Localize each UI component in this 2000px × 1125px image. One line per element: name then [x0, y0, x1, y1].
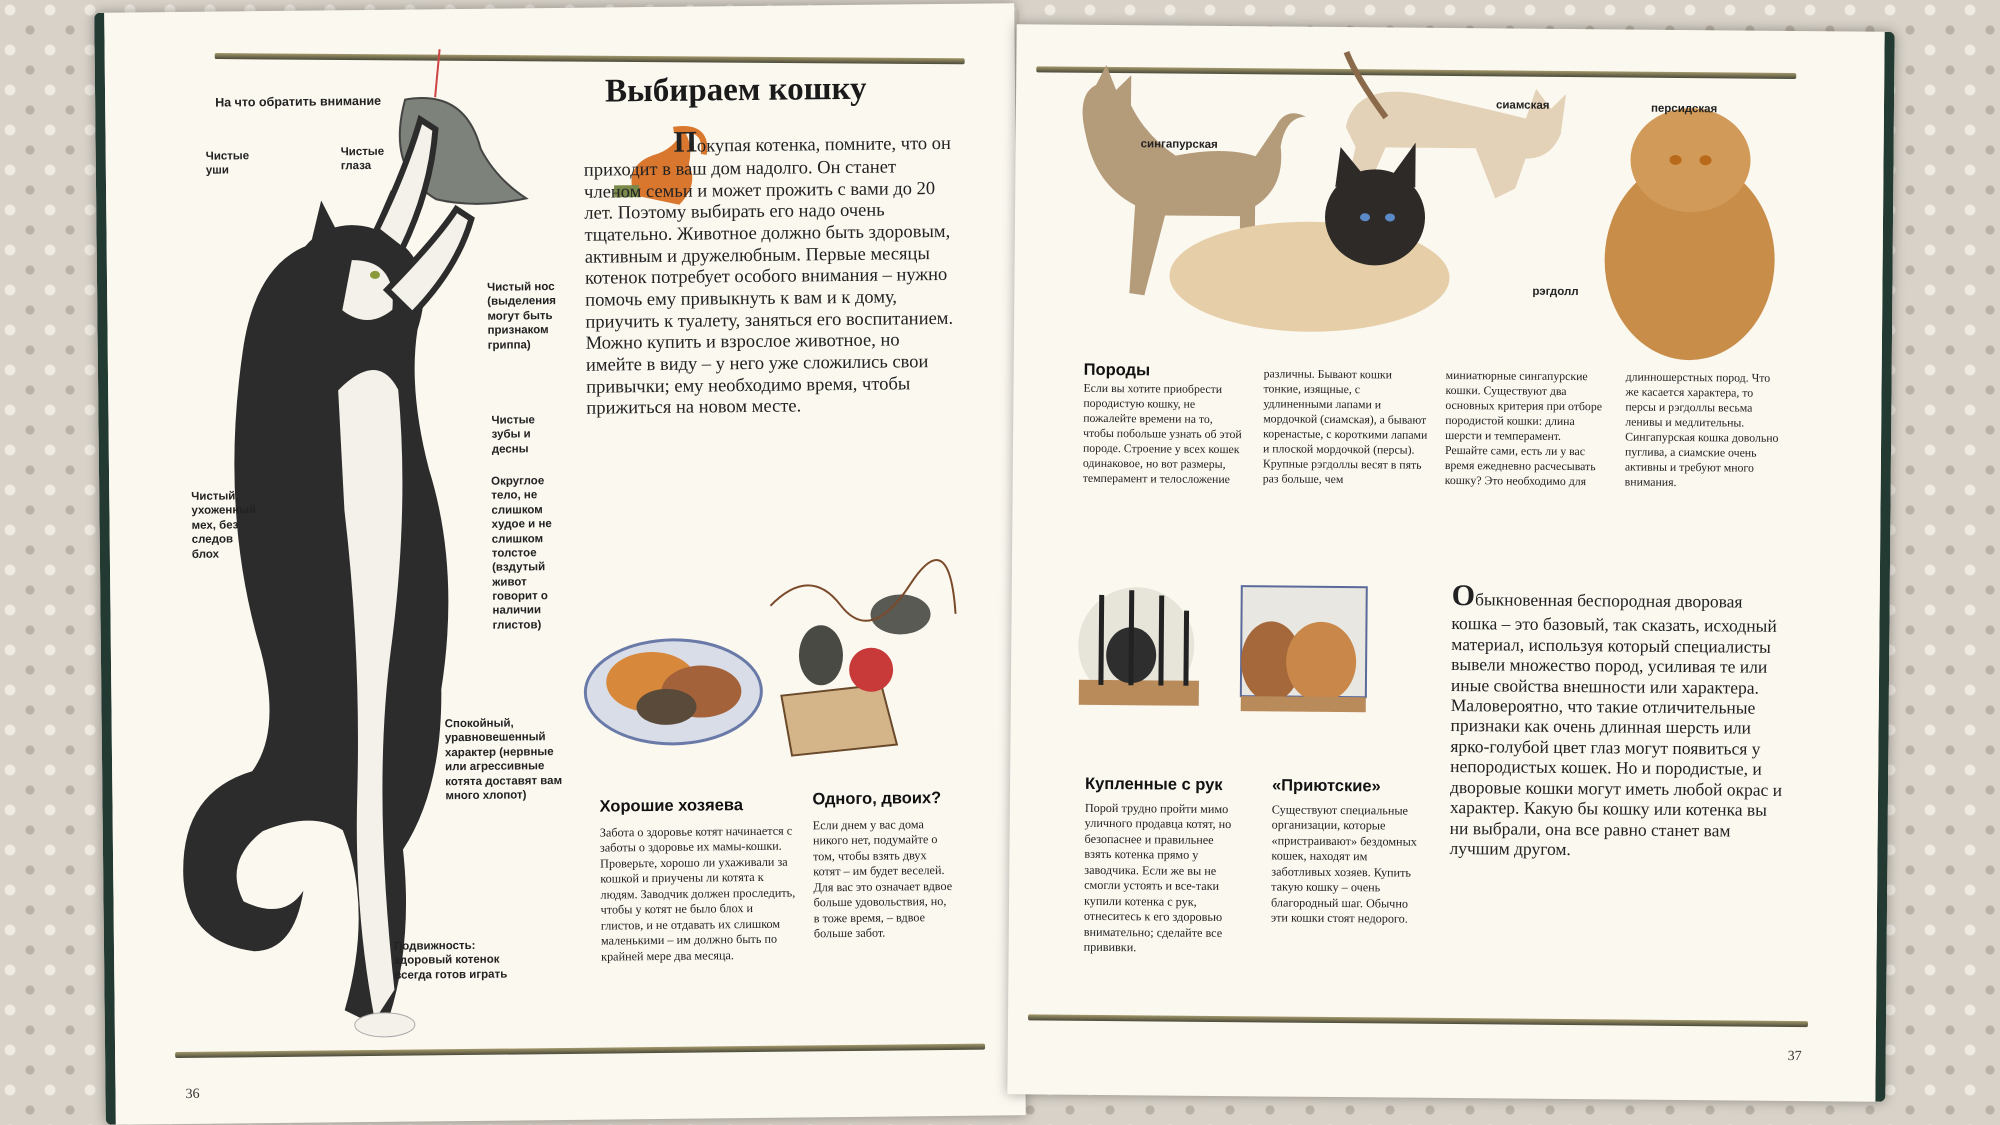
breeds-col-2: различны. Бывают кошки тонкие, изящные, с удлиненными лапами и мордочкой (сиамская), а бывают коренастые, с короткими лапами и плоской мордочкой (персы). Крупные рэгдоллы весят в пять раз больше, чем	[1262, 366, 1428, 486]
shelter-cats-illustration	[1221, 566, 1372, 727]
breeds-heading: Породы	[1083, 360, 1151, 380]
one-or-two-heading: Одного, двоих?	[812, 789, 942, 809]
label-fur: Чистый, ухоженный мех, без следов блох	[191, 490, 257, 561]
label-temper: Спокойный, уравновешенный характер (нервные или агрессивные котята доставят вам много хлопот)	[444, 717, 563, 803]
label-siamese: сиамская	[1495, 99, 1550, 112]
breeds-col-4: длинношерстных пород. Что же касается характера, то персы и рэгдоллы весьма ленивы и медлительны. Сингапурская кошка довольно пуглива, а сиамские очень активны и требуют много внимания.	[1624, 369, 1779, 489]
attention-heading: На что обратить внимание	[215, 93, 382, 110]
bought-text: Порой трудно пройти мимо уличного продавца котят, но безопаснее и правильнее взять котенка прямо у заводчика. Если же вы не смогли устоять и все-таки купили котенка с рук, отнеситесь к его здоровью внимательно; сделайте все прививки.	[1083, 800, 1232, 955]
cat-breeds-illustration	[1054, 35, 1837, 372]
bottom-rule-right	[1028, 1014, 1808, 1027]
label-singapura: сингапурская	[1140, 138, 1218, 151]
breeds-col-1: Если вы хотите приобрести породистую кошку, не пожалейте времени на то, чтобы побольше узнать об этой породе. Строение у всех кошек одинаковое, но вот размеры, темперамент и телосложение	[1082, 380, 1242, 486]
label-eyes: Чистые глаза	[340, 145, 385, 173]
top-rule-left	[215, 53, 965, 64]
street-cat-illustration	[1061, 585, 1212, 721]
bought-heading: Купленные с рук	[1084, 774, 1223, 795]
label-body: Округлое тело, не слишком худое и не слишком толстое (вздутый живот говорит о наличии глистов)	[491, 475, 552, 632]
kittens-playing-illustration	[770, 544, 962, 756]
label-persian: персидская	[1650, 102, 1718, 116]
mongrel-text: Обыкновенная беспородная дворовая кошка – это базовый, так сказать, исходный материал, используя который специалисты вывели множество пород, усиливая те или иные свойства внешности или характера. Маловероятно, что такие отличительные признаки как очень длинная шерсть или ярко-голубой цвет глаз могут появиться у непородистых кошек. Но и породистые, и дворовые кошки могут иметь любой окрас и характер. Какую бы кошку или котенка вы ни выбрали, она все равно станет вам лучшим другом.	[1449, 579, 1783, 860]
page-number-right: 37	[1787, 1048, 1802, 1065]
page-title: Выбираем кошку	[604, 70, 867, 110]
right-page	[1007, 24, 1894, 1102]
label-nose: Чистый нос (выделения могут быть признаком гриппа)	[487, 281, 557, 352]
shelter-text: Существуют специальные организации, которые «пристраивают» бездомных кошек, находят им заботливых хозяев. Купить такую кошку – очень благородный шаг. Обычно эти кошки стоят недорого.	[1270, 802, 1417, 927]
label-mobility: Подвижность: здоровый котенок всегда готов играть	[393, 939, 508, 982]
good-owners-text: Забота о здоровье котят начинается с заботы о здоровье их мамы-кошки. Проверьте, хорошо ли ухаживали за кошкой и приучены ли котята к людям. Заводчик должен проследить, чтобы у котят не было блох и глистов, и не отдавать их слишком маленькими – им должно быть по крайней мере два месяца.	[599, 823, 796, 964]
left-page	[94, 3, 1026, 1125]
shelter-heading: «Приютские»	[1271, 776, 1381, 796]
label-ears: Чистые уши	[205, 150, 250, 178]
breeds-col-3: миниатюрные сингапурские кошки. Существуют два основных критерия при отборе породистой кошки: длина шерсти и темперамент. Решайте сами, есть ли у вас время ежедневно расчесывать кошку? Это необходимо для	[1444, 367, 1603, 488]
kittens-basket-illustration	[581, 611, 767, 748]
label-teeth: Чистые зубы и десны	[491, 414, 535, 456]
one-or-two-text: Если днем у вас дома никого нет, подумайте о том, чтобы взять двух котят – им будет веселей. Для вас это означает вдвое больше удовольствия, но, в тоже время, – вдвое больше забот.	[812, 817, 953, 941]
page-number-left: 36	[185, 1086, 200, 1102]
label-ragdoll: рэгдолл	[1532, 285, 1579, 299]
good-owners-heading: Хорошие хозяева	[599, 796, 744, 816]
intro-text: Покупая котенка, помните, что он приходит в ваш дом надолго. Он станет членом семьи и может прожить с вами до 20 лет. Поэтому выбирать его надо очень тщательно. Животное должно быть здоровым, активным и дружелюбным. Первые месяцы котенок потребует особого внимания – нужно помочь ему привыкнуть к вам и к дому, приучить к туалету, заняться его воспитанием. Можно купить и взрослое животное, но имейте в виду – у него уже сложились свои привычки; ему необходимо время, чтобы прижиться на новом месте.	[583, 125, 954, 419]
